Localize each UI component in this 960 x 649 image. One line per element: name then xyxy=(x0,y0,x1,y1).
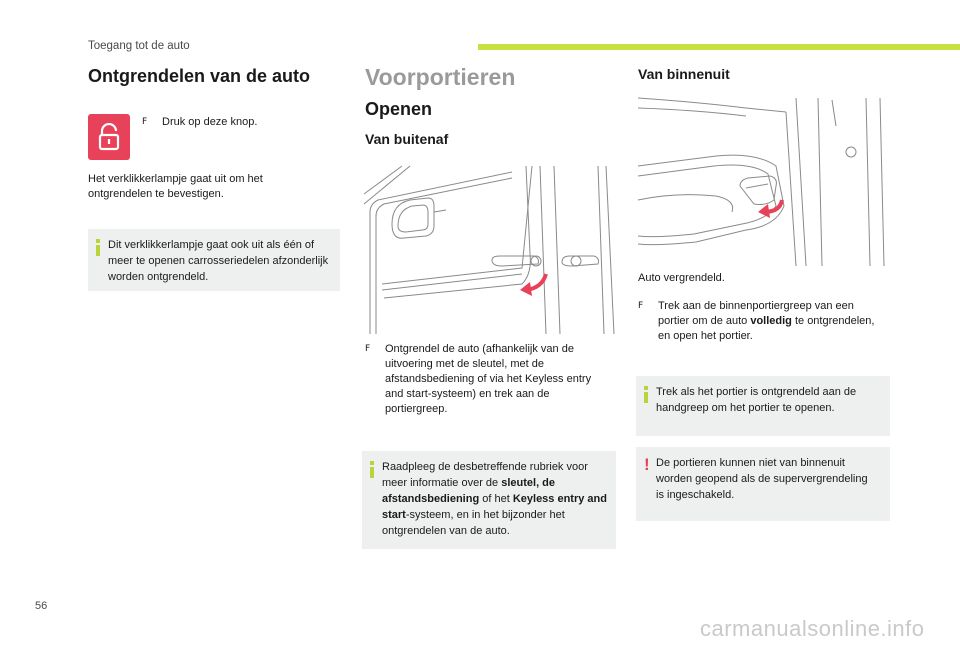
from-outside-subtitle: Van buitenaf xyxy=(365,131,449,147)
section-accent-bar xyxy=(478,44,960,50)
inside-step-text: Trek aan de binnenportiergreep van een portier om de auto volledig te ontgrendelen, en open het portier. xyxy=(658,300,875,342)
info-icon xyxy=(644,386,648,403)
unlock-step-text: Druk op deze knop. xyxy=(162,116,258,128)
section-label: Toegang tot de auto xyxy=(88,40,190,52)
info-text: Trek als het portier is ontgrendeld aan de handgreep om het portier te openen. xyxy=(656,386,857,414)
from-inside-title: Van binnenuit xyxy=(638,66,730,82)
exterior-door-handle-illustration xyxy=(362,164,616,334)
bullet-marker: F xyxy=(638,301,644,311)
unlock-step xyxy=(142,115,332,130)
bullet-marker: F xyxy=(365,344,371,354)
info-box-unlock xyxy=(88,229,340,291)
opening-subtitle: Openen xyxy=(365,99,433,119)
front-doors-title: Voorportieren xyxy=(365,64,516,90)
info-icon xyxy=(370,461,374,478)
unlock-paragraph: Het verklikkerlampje gaat uit om het ontgrendelen te bevestigen. xyxy=(88,173,263,200)
info-text: Dit verklikkerlampje gaat ook uit als één of meer te openen carrosseriedelen afzonderlijk worden ontgrendeld. xyxy=(108,239,329,283)
outside-step xyxy=(365,342,605,417)
warning-text: De portieren kunnen niet van binnenuit worden geopend als de supervergrendeling is ingeschakeld. xyxy=(656,457,868,501)
info-box-keyless xyxy=(362,451,616,549)
inside-step xyxy=(638,299,878,344)
unlock-title: Ontgrendelen van de auto xyxy=(88,66,311,86)
bullet-marker: F xyxy=(142,117,148,127)
interior-door-handle-illustration xyxy=(636,96,892,266)
outside-step-text: Ontgrendel de auto (afhankelijk van de uitvoering met de sleutel, met de afstandsbediening of via het Keyless entry and start-systeem) en trek aan de portiergreep. xyxy=(385,343,592,415)
info-text: Raadpleeg de desbetreffende rubriek voor meer informatie over de sleutel, de afstandsbediening of het Keyless entry and start-systeem, en in het bijzonder het ontgrendelen van de auto. xyxy=(382,461,607,537)
info-icon xyxy=(96,239,100,256)
warning-box-deadlock xyxy=(636,447,890,521)
info-box-handle xyxy=(636,376,890,436)
lock-open-icon xyxy=(88,114,130,160)
warning-icon: ! xyxy=(644,455,650,474)
watermark: carmanualsonline.info xyxy=(700,616,925,641)
car-locked-text: Auto vergrendeld. xyxy=(638,272,725,284)
page-number: 56 xyxy=(35,600,48,612)
